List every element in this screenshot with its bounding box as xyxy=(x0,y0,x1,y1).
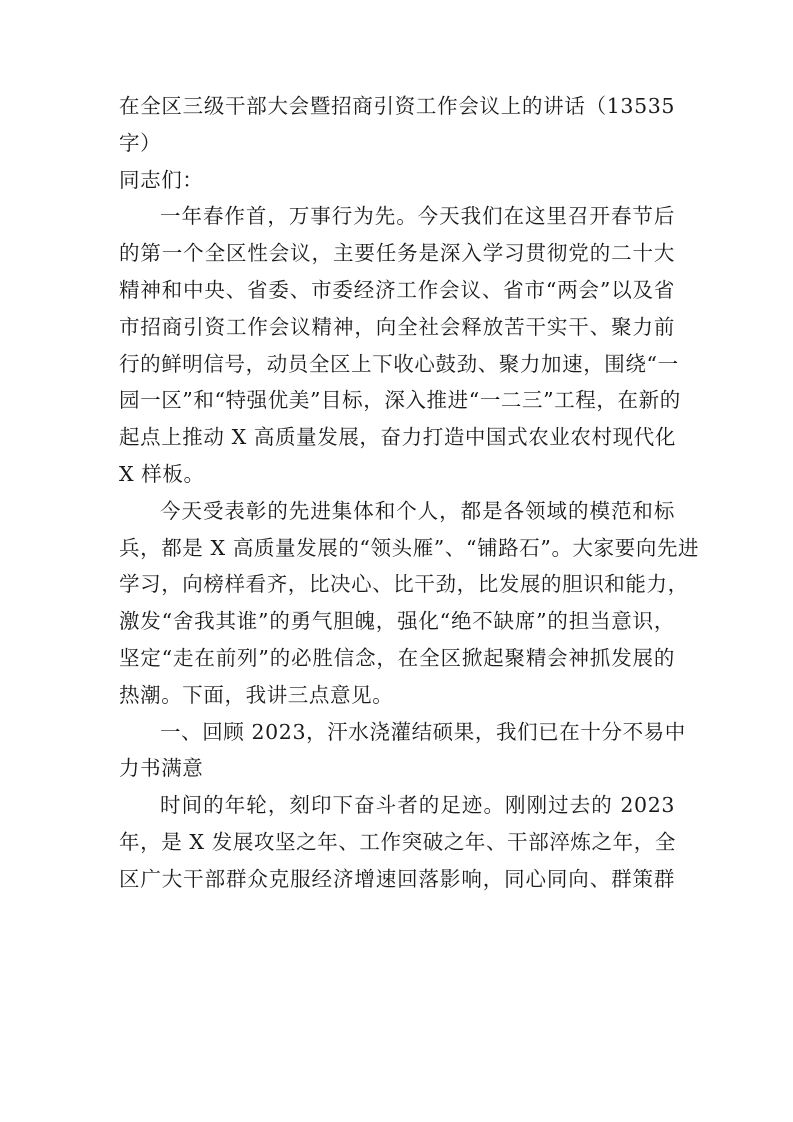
paragraph-2-line-5: 坚定“走在前列”的必胜信念，在全区掀起聚精会神抓发展的 xyxy=(119,645,675,670)
paragraph-1-line-5: 行的鲜明信号，动员全区上下收心鼓劲、聚力加速，围绕“一 xyxy=(119,351,679,376)
paragraph-3-line-3: 区广大干部群众克服经济增速回落影响，同心同向、群策群 xyxy=(119,866,675,891)
paragraph-1-line-6: 园一区”和“特强优美”目标，深入推进“一二三”工程，在新的 xyxy=(119,388,681,413)
paragraph-2-line-2: 兵，都是 X 高质量发展的“领头雁”、“铺路石”。大家要向先进 xyxy=(119,535,700,560)
document-title-line-2: 字） xyxy=(119,130,162,155)
paragraph-2-line-3: 学习，向榜样看齐，比决心、比干劲，比发展的胆识和能力， xyxy=(119,572,689,597)
paragraph-1-line-7: 起点上推动 X 高质量发展，奋力打造中国式农业农村现代化 xyxy=(119,425,676,450)
document-title-line-1: 在全区三级干部大会暨招商引资工作会议上的讲话（13535 xyxy=(119,94,675,118)
document-page xyxy=(119,88,700,898)
paragraph-2-line-4: 激发“舍我其谁”的勇气胆魄，强化“绝不缺席”的担当意识， xyxy=(119,609,675,634)
paragraph-1-line-1: 一年春作首，万事行为先。今天我们在这里召开春节后 xyxy=(160,204,675,229)
paragraph-1-line-2: 的第一个全区性会议，主要任务是深入学习贯彻党的二十大 xyxy=(119,241,675,266)
section-heading-line-2: 力书满意 xyxy=(119,756,204,781)
salutation: 同志们： xyxy=(119,167,204,192)
paragraph-3-line-2: 年，是 X 发展攻坚之年、工作突破之年、干部淬炼之年，全 xyxy=(119,829,676,854)
paragraph-2-line-1: 今天受表彰的先进集体和个人，都是各领域的模范和标 xyxy=(160,498,675,523)
paragraph-3-line-1: 时间的年轮，刻印下奋斗者的足迹。刚刚过去的 2023 xyxy=(160,793,675,818)
paragraph-1-line-4: 市招商引资工作会议精神，向全社会释放苦干实干、聚力前 xyxy=(119,314,675,339)
paragraph-2-line-6: 热潮。下面，我讲三点意见。 xyxy=(119,682,394,707)
section-heading-line-1: 一、回顾 2023，汗水浇灌结硕果，我们已在十分不易中 xyxy=(160,719,686,744)
paragraph-1-line-8: X 样板。 xyxy=(119,461,205,486)
paragraph-1-line-3: 精神和中央、省委、市委经济工作会议、省市“两会”以及省 xyxy=(119,277,675,302)
